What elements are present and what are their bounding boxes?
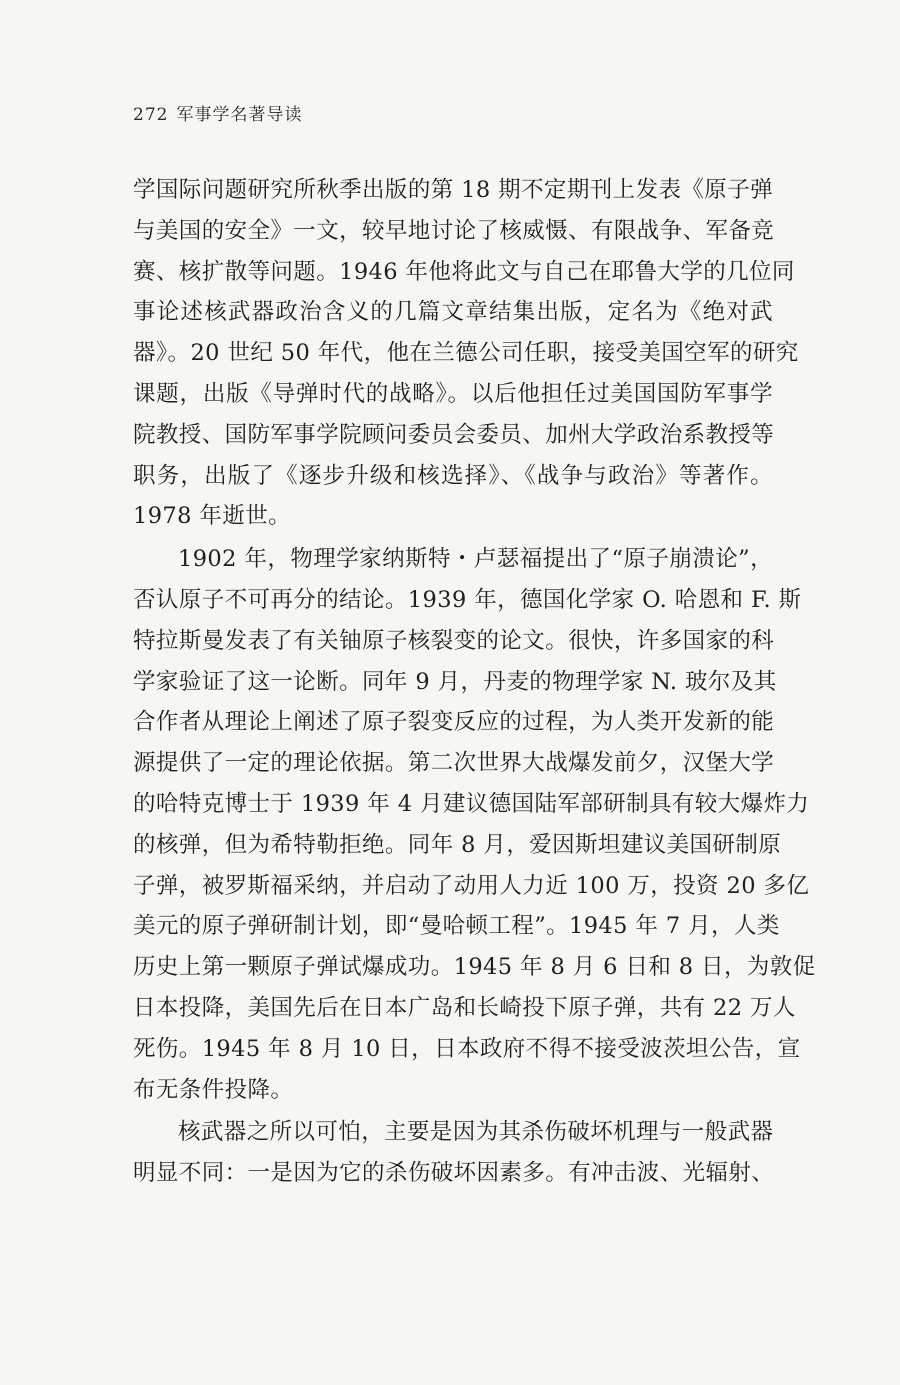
text-line: 美元的原子弹研制计划，即“曼哈顿工程”。1945 年 7 月，人类: [133, 913, 780, 940]
running-head: [133, 100, 310, 125]
text-line: 1978 年逝世。: [133, 503, 292, 530]
text-line: 的哈特克博士于 1939 年 4 月建议德国陆军部研制具有较大爆炸力: [133, 790, 810, 817]
text-line: 死伤。1945 年 8 月 10 日，日本政府不得不接受波茨坦公告，宣: [133, 1035, 801, 1062]
text-line: 合作者从理论上阐述了原子裂变反应的过程，为人类开发新的能: [133, 709, 775, 736]
text-line: 历史上第一颗原子弹试爆成功。1945 年 8 月 6 日和 8 日，为敦促: [133, 954, 816, 981]
text-line: 学国际问题研究所秋季出版的第 18 期不定期刊上发表《原子弹: [133, 177, 773, 203]
text-line: 源提供了一定的理论依据。第二次世界大战爆发前夕，汉堡大学: [133, 750, 775, 777]
text-line: 特拉斯曼发表了有关铀原子核裂变的论文。很快，许多国家的科: [133, 627, 775, 654]
text-line: 的核弹，但为希特勒拒绝。同年 8 月，爱因斯坦建议美国研制原: [133, 831, 782, 858]
page-number: 272: [133, 105, 169, 125]
text-line: 院教授、国防军事学院顾问委员会委员、加州大学政治系教授等: [133, 421, 775, 448]
text-line: 事论述核武器政治含义的几篇文章结集出版，定名为《绝对武: [133, 299, 773, 326]
text-line: 否认原子不可再分的结论。1939 年，德国化学家 O. 哈恩和 F. 斯: [133, 586, 802, 613]
book-title: 军事学名著导读: [176, 105, 303, 125]
text-line: 赛、核扩散等问题。1946 年他将此文与自己在耶鲁大学的几位同: [133, 258, 795, 285]
text-line: 器》。20 世纪 50 年代，他在兰德公司任职，接受美国空军的研究: [133, 340, 799, 367]
text-line: 课题，出版《导弹时代的战略》。以后他担任过美国国防军事学: [133, 380, 773, 407]
text-line: 布无条件投降。: [133, 1076, 294, 1103]
text-line: 职务，出版了《逐步升级和核选择》、《战争与政治》等著作。: [133, 462, 773, 489]
text-line: 日本投降，美国先后在日本广岛和长崎投下原子弹，共有 22 万人: [133, 994, 796, 1021]
paragraph: [133, 1112, 773, 1194]
paragraph: [133, 539, 816, 1110]
paragraph: [133, 170, 799, 537]
text-line: 子弹，被罗斯福采纳，并启动了动用人力近 100 万，投资 20 多亿: [133, 872, 810, 899]
text-line: 学家验证了这一论断。同年 9 月，丹麦的物理学家 N. 玻尔及其: [133, 668, 777, 695]
text-line: 1902 年，物理学家纳斯特・卢瑟福提出了“原子崩溃论”，: [178, 546, 773, 573]
text-line: 核武器之所以可怕，主要是因为其杀伤破坏机理与一般武器: [178, 1119, 774, 1146]
text-line: 明显不同：一是因为它的杀伤破坏因素多。有冲击波、光辐射、: [133, 1160, 775, 1187]
body-text: [133, 170, 816, 1194]
text-line: 与美国的安全》一文，较早地讨论了核威慑、有限战争、军备竞: [133, 217, 775, 244]
